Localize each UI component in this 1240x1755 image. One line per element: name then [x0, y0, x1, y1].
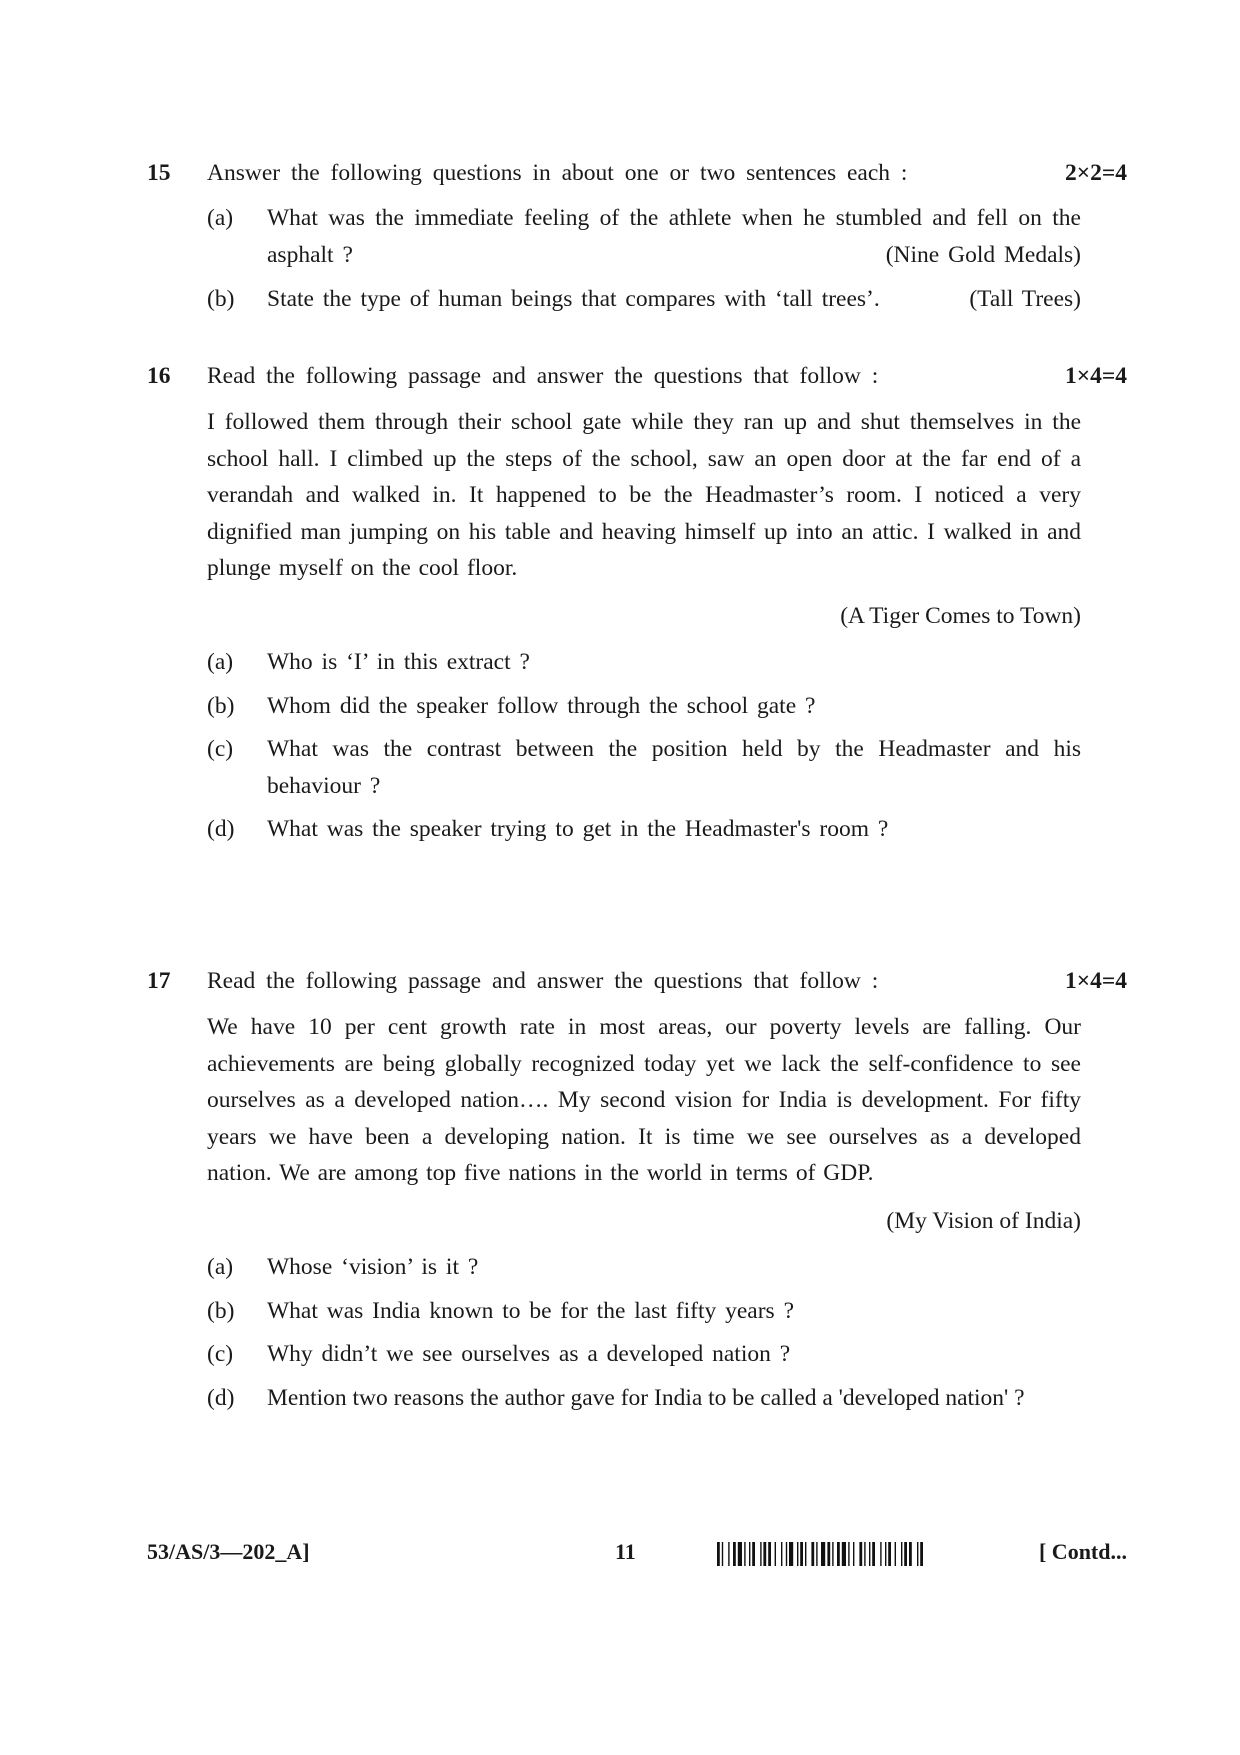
part-text: Why didn’t we see ourselves as a developed nation ?: [267, 1341, 791, 1367]
question-instruction: Read the following passage and answer the questions that follow :: [207, 363, 879, 389]
question-instruction: Read the following passage and answer the questions that follow :: [207, 968, 879, 994]
passage-source: (A Tiger Comes to Town): [840, 602, 1081, 629]
page-footer: [147, 1534, 1127, 1570]
question-instruction: Answer the following questions in about one or two sentences each :: [207, 160, 908, 186]
part-label: (d): [207, 816, 235, 842]
part-source: (Tall Trees): [969, 286, 1081, 312]
question-part: [207, 281, 1081, 318]
paper-code: 53/AS/3—202_A]: [147, 1539, 310, 1564]
part-label: (c): [207, 1341, 234, 1367]
question-marks: 1×4=4: [1064, 968, 1127, 994]
question-part: [207, 1380, 1081, 1417]
part-source: (Nine Gold Medals): [885, 241, 1081, 268]
passage: I followed them through their school gate while they ran up and shut themselves in the school hall. I climbed up the steps of the school, saw an open door at the far end of a verandah and walked in. It happened to be the Headmaster’s room. I noticed a very dignified man jumping on his table and heaving himself up into an attic. I walked in and plunge myself on the cool floor.: [207, 409, 1081, 581]
question-marks: 1×4=4: [1064, 363, 1127, 389]
question-header: [147, 358, 1127, 394]
passage: We have 10 per cent growth rate in most areas, our poverty levels are falling. Our achievements are being globally recognized today yet we lack the self-confidence to see ourselves as a developed nation…. My second vision for India is development. For fifty years we have been a developing nation. It is time we see ourselves as a developed nation. We are among top five nations in the world in terms of GDP.: [207, 1014, 1081, 1186]
part-text: Whom did the speaker follow through the school gate ?: [267, 692, 816, 719]
part-label: (a): [207, 649, 234, 675]
part-label: (a): [207, 1254, 234, 1280]
question-number: 15: [147, 160, 171, 186]
question-15: [147, 155, 1127, 318]
question-header: [147, 963, 1127, 999]
part-label: (d): [207, 1384, 235, 1411]
question-part: [207, 1336, 1081, 1373]
question-part: [207, 1249, 1081, 1286]
part-text: State the type of human beings that compares with ‘tall trees’.: [267, 286, 880, 312]
part-text: Who is ‘I’ in this extract ?: [267, 649, 530, 675]
question-header: [147, 155, 1127, 191]
question-part: [207, 731, 1081, 804]
continued-label: [ Contd...: [1038, 1539, 1127, 1564]
question-part: [207, 1293, 1081, 1330]
part-text: What was the contrast between the position held by the Headmaster and his behaviour ?: [267, 736, 1081, 799]
part-label: (b): [207, 692, 235, 719]
question-part: [207, 644, 1081, 681]
part-label: (b): [207, 1297, 235, 1324]
barcode-icon: [717, 1542, 1002, 1566]
part-text: What was the immediate feeling of the athlete when he stumbled and fell on the asphalt ?: [267, 205, 1081, 268]
part-text: What was India known to be for the last fifty years ?: [267, 1297, 794, 1324]
part-label: (c): [207, 736, 234, 762]
part-label: (a): [207, 205, 234, 231]
question-number: 16: [147, 363, 171, 389]
question-part: [207, 200, 1081, 273]
question-16: [147, 358, 1127, 848]
part-text: Mention two reasons the author gave for India to be called a 'developed nation' ?: [267, 1384, 1025, 1411]
question-number: 17: [147, 968, 171, 994]
part-text: Whose ‘vision’ is it ?: [267, 1254, 479, 1280]
question-part: [207, 688, 1081, 725]
question-17: [147, 963, 1127, 1416]
passage-source: (My Vision of India): [886, 1207, 1081, 1234]
page-number: 11: [615, 1539, 636, 1564]
question-part: [207, 811, 1081, 848]
question-marks: 2×2=4: [1064, 160, 1127, 186]
part-label: (b): [207, 286, 235, 312]
part-text: What was the speaker trying to get in the Headmaster's room ?: [267, 816, 889, 842]
